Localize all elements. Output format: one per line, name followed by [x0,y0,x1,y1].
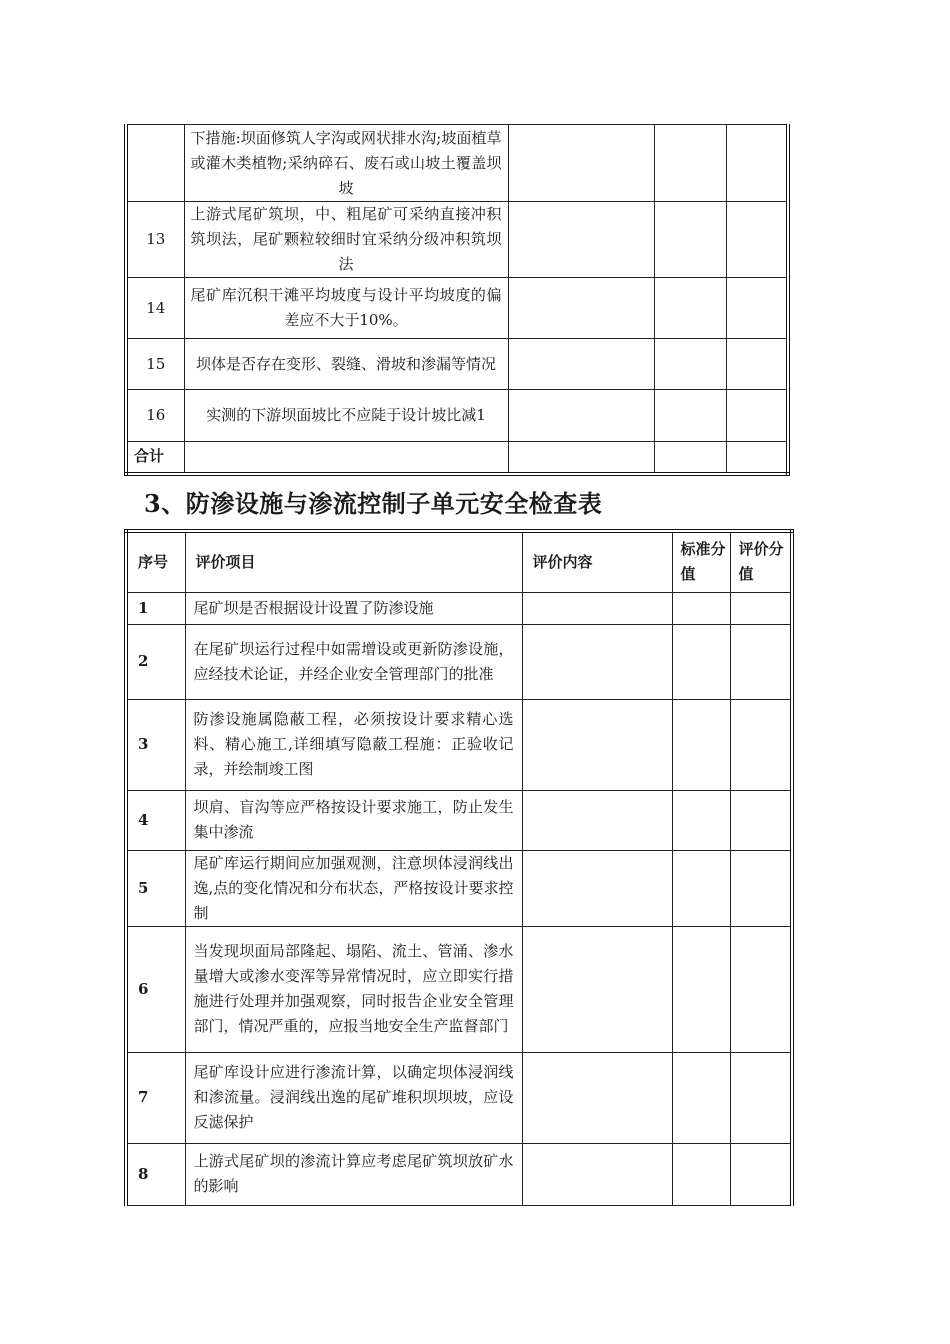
evaluation-content-cell[interactable] [508,390,654,442]
evaluation-score-cell[interactable] [726,339,788,390]
evaluation-score-cell[interactable] [726,390,788,442]
row-number: 13 [126,202,184,278]
row-number: 7 [126,1052,185,1143]
evaluation-item: 尾矿坝是否根据设计设置了防渗设施 [185,592,522,624]
section-title: 3、防渗设施与渗流控制子单元安全检查表 [144,489,603,518]
table-row [126,926,792,1052]
evaluation-item: 下措施:坝面修筑人字沟或网状排水沟;坡面植草或灌木类植物;采纳碎石、废石或山坡土覆盖坝坡 [184,125,508,202]
evaluation-content-cell[interactable] [522,850,672,926]
standard-score-cell[interactable] [672,1052,730,1143]
total-content-cell[interactable] [508,442,654,474]
total-item-cell [184,442,508,474]
total-standard-cell[interactable] [654,442,726,474]
evaluation-content-cell[interactable] [522,592,672,624]
header-item: 评价项目 [185,531,522,592]
standard-score-cell[interactable] [654,202,726,278]
standard-score-cell[interactable] [672,699,730,790]
row-number: 5 [126,850,185,926]
table-row [126,339,788,390]
evaluation-score-cell[interactable] [730,1052,792,1143]
row-number: 4 [126,790,185,850]
table-row [126,202,788,278]
evaluation-content-cell[interactable] [522,790,672,850]
standard-score-cell[interactable] [654,278,726,339]
evaluation-score-cell[interactable] [730,592,792,624]
table-row [126,390,788,442]
evaluation-score-cell[interactable] [726,278,788,339]
header-evaluation-score: 评价分值 [730,531,792,592]
evaluation-score-cell[interactable] [726,202,788,278]
evaluation-score-cell[interactable] [726,125,788,202]
table-header-row [126,531,792,592]
header-no: 序号 [126,531,185,592]
total-label: 合计 [126,442,184,474]
evaluation-item: 在尾矿坝运行过程中如需增设或更新防渗设施，应经技术论证，并经企业安全管理部门的批准 [185,624,522,699]
standard-score-cell[interactable] [672,1143,730,1205]
standard-score-cell[interactable] [672,790,730,850]
inspection-table-continued [124,124,790,476]
standard-score-cell[interactable] [654,390,726,442]
evaluation-item: 尾矿库设计应进行渗流计算，以确定坝体浸润线和渗流量。浸润线出逸的尾矿堆积坝坝坡，应设反滤保护 [185,1052,522,1143]
evaluation-score-cell[interactable] [730,850,792,926]
evaluation-item: 上游式尾矿筑坝，中、粗尾矿可采纳直接冲积筑坝法，尾矿颗粒较细时宜采纳分级冲积筑坝法 [184,202,508,278]
evaluation-content-cell[interactable] [522,1143,672,1205]
row-number: 14 [126,278,184,339]
evaluation-item: 坝体是否存在变形、裂缝、滑坡和渗漏等情况 [184,339,508,390]
evaluation-content-cell[interactable] [508,278,654,339]
evaluation-content-cell[interactable] [508,339,654,390]
row-number: 2 [126,624,185,699]
evaluation-item: 防渗设施属隐蔽工程，必须按设计要求精心选料、精心施工,详细填写隐蔽工程施：正验收记录，并绘制竣工图 [185,699,522,790]
table-row [126,850,792,926]
table-row [126,592,792,624]
evaluation-content-cell[interactable] [522,699,672,790]
row-number: 16 [126,390,184,442]
evaluation-content-cell[interactable] [522,624,672,699]
row-number: 6 [126,926,185,1052]
seepage-control-inspection-table [124,529,794,1206]
evaluation-score-cell[interactable] [730,790,792,850]
table-row [126,699,792,790]
evaluation-content-cell[interactable] [522,926,672,1052]
standard-score-cell[interactable] [654,125,726,202]
evaluation-content-cell[interactable] [508,202,654,278]
evaluation-item: 实测的下游坝面坡比不应陡于设计坡比减1 [184,390,508,442]
evaluation-score-cell[interactable] [730,926,792,1052]
table-row [126,624,792,699]
evaluation-item: 坝肩、盲沟等应严格按设计要求施工，防止发生集中渗流 [185,790,522,850]
table-row [126,278,788,339]
evaluation-content-cell[interactable] [522,1052,672,1143]
evaluation-score-cell[interactable] [730,624,792,699]
table-row [126,790,792,850]
header-content: 评价内容 [522,531,672,592]
evaluation-item: 尾矿库沉积干滩平均坡度与设计平均坡度的偏差应不大于10%。 [184,278,508,339]
table-row [126,125,788,202]
evaluation-score-cell[interactable] [730,1143,792,1205]
row-number [126,125,184,202]
total-score-cell[interactable] [726,442,788,474]
row-number: 15 [126,339,184,390]
evaluation-item: 当发现坝面局部隆起、塌陷、流土、管涌、渗水量增大或渗水变浑等异常情况时，应立即实行措施进行处理并加强观察，同时报告企业安全管理部门，情况严重的，应报当地安全生产监督部门 [185,926,522,1052]
evaluation-content-cell[interactable] [508,125,654,202]
standard-score-cell[interactable] [672,624,730,699]
table-row [126,1052,792,1143]
row-number: 1 [126,592,185,624]
standard-score-cell[interactable] [654,339,726,390]
row-number: 3 [126,699,185,790]
total-row [126,442,788,474]
evaluation-score-cell[interactable] [730,699,792,790]
header-standard-score: 标准分值 [672,531,730,592]
standard-score-cell[interactable] [672,926,730,1052]
table-row [126,1143,792,1205]
row-number: 8 [126,1143,185,1205]
standard-score-cell[interactable] [672,850,730,926]
evaluation-item: 尾矿库运行期间应加强观测，注意坝体浸润线出逸,点的变化情况和分布状态，严格按设计要求控制 [185,850,522,926]
evaluation-item: 上游式尾矿坝的渗流计算应考虑尾矿筑坝放矿水的影响 [185,1143,522,1205]
standard-score-cell[interactable] [672,592,730,624]
